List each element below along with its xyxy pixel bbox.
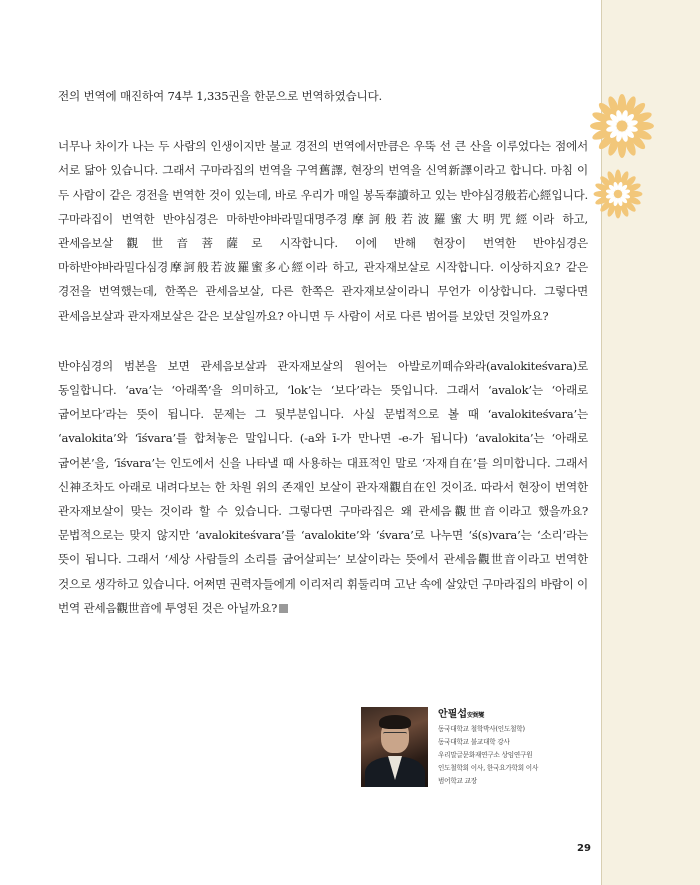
paragraph: 너무나 차이가 나는 두 사람의 인생이지만 불교 경전의 번역에서만큼은 우뚝 선 큰 산을 이루었다는 점에서 서로 닮아 있습니다. 그래서 구마라집의 번역을 구역舊譯, 현장의 번역을 신역新譯이라고 합니다. 마침 이 두 사람이 같은 경전을 번역한 것이 있는데, 바로 우리가 매일 봉독奉讀하고 있는 반야심경般若心經입니다. 구마라집이 번역한 반야심경은 마하반야바라밀대명주경摩訶般若波羅蜜大明咒經이라 하고, 관세음보살觀世音菩薩로 시작합니다. 이에 반해 현장이 번역한 반야심경은 마하반야바라밀다심경摩訶般若波羅蜜多心經이라 하고, 관자재보살로 시작합니다. 이상하지요? 같은 경전을 번역했는데, 한쪽은 관세음보살, 다른 한쪽은 관자재보살이라니 무언가 이상합니다. 그렇다면 관세음보살과 관자재보살은 같은 보살일까요? 아니면 두 사람이 서로 다른 범어를 보았던 것일까요? — [58, 139, 588, 323]
author-photo — [361, 707, 428, 787]
paragraph — [58, 354, 588, 620]
end-mark-icon — [279, 604, 288, 613]
article-body — [58, 84, 588, 620]
lotus-rosette-ornament-small — [592, 168, 644, 220]
page-number: 29 — [577, 843, 591, 854]
author-credential: 범어학교 교장 — [438, 777, 477, 786]
paragraph-text: 반야심경의 범본을 보면 관세음보살과 관자재보살의 원어는 아발로끼떼슈와라(avalokiteśvara)로 동일합니다. ‘ava’는 ‘아래쪽’을 의미하고, ‘lok’는 ‘보다’라는 뜻입니다. 그래서 ‘avalok’는 ‘아래로 굽어보다’라는 뜻이 됩니다. 문제는 그 뒷부분입니다. 사실 문법적으로 볼 때 ‘avalokiteśvara’는 ‘avalokita’와 ‘īśvara’를 합쳐놓은 말입니다. (-a와 ī-가 만나면 -e-가 됩니다) ‘avalokita’는 ‘아래로 굽어본’을, ‘īśvara’는 인도에서 신을 나타낼 때 사용하는 대표적인 말로 ‘자재自在’를 의미합니다. 그래서 신神조차도 아래로 내려다보는 한 차원 위의 존재인 보살이 관자재觀自在인 것이죠. 따라서 현장이 번역한 관자재보살이 맞는 것이라 할 수 있습니다. 그렇다면 구마라집은 왜 관세음觀世音이라고 했을까요? 문법적으로는 맞지 않지만 ‘avalokiteśvara’를 ‘avalokite’와 ‘śvara’로 나누면 ‘ś(s)vara’는 ‘소리’라는 뜻이 됩니다. 그래서 ‘세상 사람들의 소리를 굽어살피는’ 보살이라는 뜻에서 관세음觀世音이라고 번역한 것으로 생각하고 있습니다. 어쩌면 권력자들에게 이리저리 휘둘리며 고난 속에 살았던 구마라집의 바람이 이 번역 관세음觀世音에 투영된 것은 아닐까요? — [58, 358, 588, 615]
lotus-rosette-ornament — [588, 92, 656, 160]
author-credential: 동국대학교 철학박사(인도철학) — [438, 725, 525, 733]
author-info — [438, 708, 598, 788]
author-credential: 동국대학교 불교대학 강사 — [438, 738, 510, 747]
author-name: 안필섭安弼燮 — [438, 709, 485, 720]
author-credential: 우리말글문화재연구소 상임연구원 — [438, 751, 533, 760]
paragraph: 전의 번역에 매진하여 74부 1,335권을 한문으로 번역하였습니다. — [58, 89, 382, 103]
author-credential: 인도철학회 이사, 한국요가학회 이사 — [438, 764, 539, 773]
